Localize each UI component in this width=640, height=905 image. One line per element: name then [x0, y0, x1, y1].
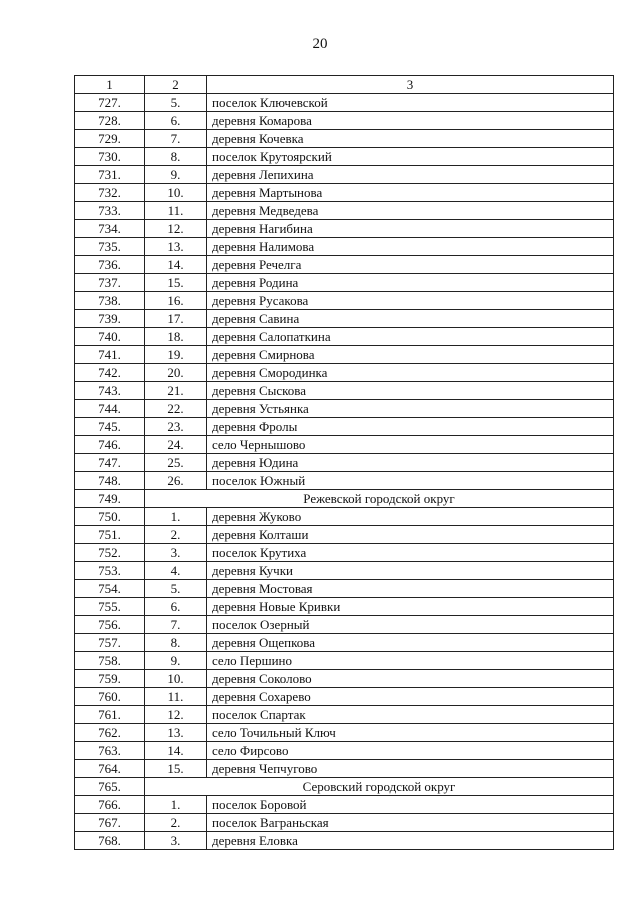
row-number: 745. [75, 418, 145, 436]
row-number: 747. [75, 454, 145, 472]
row-number: 754. [75, 580, 145, 598]
local-number: 10. [145, 184, 207, 202]
table-row [75, 742, 614, 760]
local-number: 16. [145, 292, 207, 310]
table-row [75, 616, 614, 634]
settlement-name: деревня Смородинка [207, 364, 614, 382]
table-header [75, 76, 614, 94]
header-row [75, 76, 614, 94]
settlement-name: деревня Сыскова [207, 382, 614, 400]
settlement-name: деревня Жуково [207, 508, 614, 526]
row-number: 756. [75, 616, 145, 634]
local-number: 12. [145, 220, 207, 238]
table-row [75, 544, 614, 562]
local-number: 10. [145, 670, 207, 688]
local-number: 15. [145, 274, 207, 292]
local-number: 7. [145, 616, 207, 634]
table-row [75, 256, 614, 274]
local-number: 19. [145, 346, 207, 364]
table-row [75, 454, 614, 472]
settlement-name: деревня Кочевка [207, 130, 614, 148]
table-row [75, 346, 614, 364]
row-number: 734. [75, 220, 145, 238]
row-number: 749. [75, 490, 145, 508]
header-col-2: 2 [145, 76, 207, 94]
settlement-name: деревня Колташи [207, 526, 614, 544]
settlement-name: поселок Спартак [207, 706, 614, 724]
settlement-name: деревня Лепихина [207, 166, 614, 184]
row-number: 737. [75, 274, 145, 292]
row-number: 750. [75, 508, 145, 526]
table-row [75, 526, 614, 544]
row-number: 727. [75, 94, 145, 112]
table-row [75, 760, 614, 778]
table-row [75, 562, 614, 580]
table-row [75, 796, 614, 814]
settlement-name: село Першино [207, 652, 614, 670]
local-number: 1. [145, 508, 207, 526]
local-number: 8. [145, 148, 207, 166]
row-number: 760. [75, 688, 145, 706]
row-number: 767. [75, 814, 145, 832]
local-number: 9. [145, 652, 207, 670]
local-number: 13. [145, 238, 207, 256]
row-number: 746. [75, 436, 145, 454]
row-number: 761. [75, 706, 145, 724]
row-number: 732. [75, 184, 145, 202]
local-number: 9. [145, 166, 207, 184]
local-number: 22. [145, 400, 207, 418]
local-number: 24. [145, 436, 207, 454]
row-number: 753. [75, 562, 145, 580]
local-number: 23. [145, 418, 207, 436]
local-number: 17. [145, 310, 207, 328]
table-row [75, 652, 614, 670]
table-row [75, 292, 614, 310]
local-number: 1. [145, 796, 207, 814]
row-number: 742. [75, 364, 145, 382]
row-number: 739. [75, 310, 145, 328]
table-row [75, 580, 614, 598]
row-number: 740. [75, 328, 145, 346]
row-number: 758. [75, 652, 145, 670]
settlement-name: деревня Чепчугово [207, 760, 614, 778]
section-row [75, 778, 614, 796]
settlement-name: село Чернышово [207, 436, 614, 454]
row-number: 735. [75, 238, 145, 256]
table-row [75, 364, 614, 382]
row-number: 752. [75, 544, 145, 562]
local-number: 11. [145, 688, 207, 706]
table-row [75, 706, 614, 724]
settlement-name: деревня Комарова [207, 112, 614, 130]
row-number: 759. [75, 670, 145, 688]
settlement-name: деревня Ощепкова [207, 634, 614, 652]
local-number: 25. [145, 454, 207, 472]
settlement-name: деревня Смирнова [207, 346, 614, 364]
row-number: 765. [75, 778, 145, 796]
table-row [75, 112, 614, 130]
section-row [75, 490, 614, 508]
settlement-name: деревня Родина [207, 274, 614, 292]
local-number: 8. [145, 634, 207, 652]
settlement-name: деревня Кучки [207, 562, 614, 580]
settlement-name: деревня Мостовая [207, 580, 614, 598]
row-number: 755. [75, 598, 145, 616]
table-row [75, 814, 614, 832]
row-number: 743. [75, 382, 145, 400]
row-number: 731. [75, 166, 145, 184]
section-title: Режевской городской округ [145, 490, 614, 508]
table-row [75, 274, 614, 292]
local-number: 6. [145, 112, 207, 130]
settlement-name: деревня Новые Кривки [207, 598, 614, 616]
local-number: 15. [145, 760, 207, 778]
settlement-name: деревня Налимова [207, 238, 614, 256]
row-number: 768. [75, 832, 145, 850]
settlement-name: деревня Мартынова [207, 184, 614, 202]
row-number: 764. [75, 760, 145, 778]
table-row [75, 184, 614, 202]
table-body [75, 94, 614, 850]
local-number: 4. [145, 562, 207, 580]
table-row [75, 418, 614, 436]
settlement-name: село Точильный Ключ [207, 724, 614, 742]
table-row [75, 238, 614, 256]
row-number: 730. [75, 148, 145, 166]
row-number: 736. [75, 256, 145, 274]
local-number: 6. [145, 598, 207, 616]
settlement-name: поселок Боровой [207, 796, 614, 814]
table-row [75, 832, 614, 850]
header-col-1: 1 [75, 76, 145, 94]
table-row [75, 220, 614, 238]
table-row [75, 166, 614, 184]
row-number: 744. [75, 400, 145, 418]
row-number: 729. [75, 130, 145, 148]
table-row [75, 148, 614, 166]
local-number: 13. [145, 724, 207, 742]
local-number: 20. [145, 364, 207, 382]
local-number: 5. [145, 94, 207, 112]
section-title: Серовский городской округ [145, 778, 614, 796]
local-number: 14. [145, 742, 207, 760]
table-row [75, 400, 614, 418]
settlement-name: поселок Крутоярский [207, 148, 614, 166]
table-row [75, 598, 614, 616]
row-number: 748. [75, 472, 145, 490]
settlement-name: поселок Крутиха [207, 544, 614, 562]
row-number: 751. [75, 526, 145, 544]
row-number: 733. [75, 202, 145, 220]
row-number: 738. [75, 292, 145, 310]
row-number: 766. [75, 796, 145, 814]
local-number: 18. [145, 328, 207, 346]
row-number: 762. [75, 724, 145, 742]
row-number: 728. [75, 112, 145, 130]
local-number: 21. [145, 382, 207, 400]
settlements-table [74, 75, 614, 850]
settlement-name: поселок Озерный [207, 616, 614, 634]
local-number: 3. [145, 544, 207, 562]
settlement-name: деревня Русакова [207, 292, 614, 310]
settlement-name: деревня Еловка [207, 832, 614, 850]
settlement-name: деревня Устьянка [207, 400, 614, 418]
table-row [75, 382, 614, 400]
table-row [75, 310, 614, 328]
local-number: 5. [145, 580, 207, 598]
table-row [75, 436, 614, 454]
settlement-name: деревня Салопаткина [207, 328, 614, 346]
settlement-name: поселок Южный [207, 472, 614, 490]
table-row [75, 688, 614, 706]
local-number: 3. [145, 832, 207, 850]
settlement-name: поселок Ваграньская [207, 814, 614, 832]
settlement-name: деревня Фролы [207, 418, 614, 436]
settlement-name: деревня Сохарево [207, 688, 614, 706]
row-number: 741. [75, 346, 145, 364]
local-number: 14. [145, 256, 207, 274]
page-number: 20 [312, 36, 328, 52]
local-number: 26. [145, 472, 207, 490]
table-row [75, 130, 614, 148]
table-row [75, 724, 614, 742]
header-col-3: 3 [207, 76, 614, 94]
settlement-name: деревня Речелга [207, 256, 614, 274]
settlement-name: деревня Юдина [207, 454, 614, 472]
row-number: 763. [75, 742, 145, 760]
table-row [75, 508, 614, 526]
settlement-name: деревня Савина [207, 310, 614, 328]
local-number: 11. [145, 202, 207, 220]
table-row [75, 472, 614, 490]
local-number: 2. [145, 526, 207, 544]
table-row [75, 670, 614, 688]
table-row [75, 328, 614, 346]
settlement-name: деревня Медведева [207, 202, 614, 220]
local-number: 12. [145, 706, 207, 724]
settlement-name: деревня Соколово [207, 670, 614, 688]
row-number: 757. [75, 634, 145, 652]
settlement-name: поселок Ключевской [207, 94, 614, 112]
table-row [75, 202, 614, 220]
settlement-name: деревня Нагибина [207, 220, 614, 238]
table-row [75, 94, 614, 112]
table-row [75, 634, 614, 652]
local-number: 2. [145, 814, 207, 832]
local-number: 7. [145, 130, 207, 148]
settlement-name: село Фирсово [207, 742, 614, 760]
